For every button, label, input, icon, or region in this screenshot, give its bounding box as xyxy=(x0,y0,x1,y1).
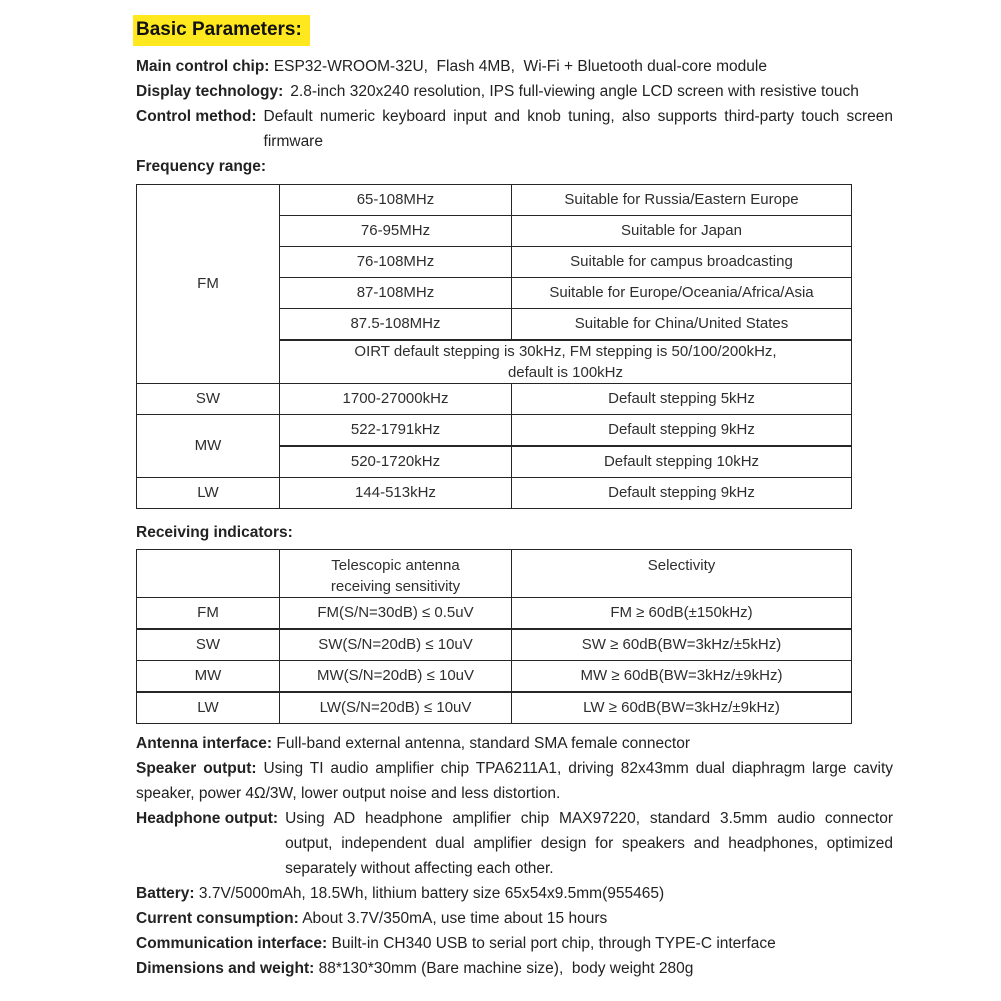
fm-stepping-note: OIRT default stepping is 30kHz, FM stepping is 50/100/200kHz, default is 100kHz xyxy=(280,340,852,384)
spec-dimensions-weight xyxy=(136,956,893,981)
spec-value: Default numeric keyboard input and knob tuning, also supports third-party touch screen firmware xyxy=(263,108,893,150)
spec-communication-interface xyxy=(136,931,893,956)
band-cell: MW xyxy=(137,661,280,693)
spec-antenna-interface xyxy=(136,731,893,756)
desc-cell: Suitable for campus broadcasting xyxy=(512,247,852,278)
range-cell: 76-95MHz xyxy=(280,216,512,247)
spec-value: 3.7V/5000mAh, 18.5Wh, lithium battery size 65x54x9.5mm(955465) xyxy=(198,885,665,902)
spec-control-method xyxy=(136,104,893,154)
spec-battery xyxy=(136,881,893,906)
spec-label: Battery: xyxy=(136,885,195,902)
desc-cell: Default stepping 9kHz xyxy=(512,415,852,447)
spec-value: Using TI audio amplifier chip TPA6211A1, driving 82x43mm dual diaphragm large cavity speaker, power 4Ω/3W, lower output noise and less distortion. xyxy=(136,760,894,802)
table-header-row xyxy=(137,550,852,598)
table-row xyxy=(137,692,852,724)
table-row xyxy=(137,598,852,630)
spec-label: Dimensions and weight: xyxy=(136,960,315,977)
band-cell: FM xyxy=(137,598,280,630)
receiving-indicators-heading: Receiving indicators: xyxy=(136,524,293,541)
spec-value: 88*130*30mm (Bare machine size), body weight 280g xyxy=(318,960,694,977)
sensitivity-cell: LW(S/N=20dB) ≤ 10uV xyxy=(280,692,512,724)
spec-value: About 3.7V/350mA, use time about 15 hours xyxy=(302,910,608,927)
range-cell: 87.5-108MHz xyxy=(280,309,512,341)
desc-cell: Default stepping 5kHz xyxy=(512,384,852,415)
band-cell-lw: LW xyxy=(137,478,280,509)
spec-value: 2.8-inch 320x240 resolution, IPS full-viewing angle LCD screen with resistive touch xyxy=(290,83,859,100)
range-cell: 87-108MHz xyxy=(280,278,512,309)
desc-cell: Suitable for Japan xyxy=(512,216,852,247)
selectivity-cell: LW ≥ 60dB(BW=3kHz/±9kHz) xyxy=(512,692,852,724)
selectivity-cell: FM ≥ 60dB(±150kHz) xyxy=(512,598,852,630)
band-cell-fm: FM xyxy=(137,185,280,384)
desc-cell: Suitable for Russia/Eastern Europe xyxy=(512,185,852,216)
spec-label: Current consumption: xyxy=(136,910,299,927)
spec-label: Communication interface: xyxy=(136,935,328,952)
table-row xyxy=(137,384,852,415)
range-cell: 522-1791kHz xyxy=(280,415,512,447)
desc-cell: Suitable for China/United States xyxy=(512,309,852,341)
range-cell: 520-1720kHz xyxy=(280,446,512,478)
spec-value: Using AD headphone amplifier chip MAX97220, standard 3.5mm audio connector output, independent dual amplifier design for speakers and headphones, optimized separately without affecting each other. xyxy=(285,810,893,877)
frequency-range-heading: Frequency range: xyxy=(136,158,267,175)
range-cell: 76-108MHz xyxy=(280,247,512,278)
spec-speaker-output xyxy=(136,756,893,806)
header-sensitivity-cell: Telescopic antenna receiving sensitivity xyxy=(280,550,512,598)
band-cell-sw: SW xyxy=(137,384,280,415)
spec-label: Headphone output: xyxy=(136,810,279,827)
range-cell: 144-513kHz xyxy=(280,478,512,509)
desc-cell: Default stepping 10kHz xyxy=(512,446,852,478)
spec-label: Speaker output: xyxy=(136,760,257,777)
spec-label: Antenna interface: xyxy=(136,735,273,752)
table-row xyxy=(137,185,852,216)
selectivity-cell: MW ≥ 60dB(BW=3kHz/±9kHz) xyxy=(512,661,852,693)
receiving-table xyxy=(136,549,852,724)
sensitivity-cell: MW(S/N=20dB) ≤ 10uV xyxy=(280,661,512,693)
spec-label: Main control chip: xyxy=(136,58,270,75)
table-row xyxy=(137,629,852,661)
desc-cell: Suitable for Europe/Oceania/Africa/Asia xyxy=(512,278,852,309)
table-row xyxy=(137,415,852,447)
spec-value: Built-in CH340 USB to serial port chip, through TYPE-C interface xyxy=(331,935,776,952)
frequency-table xyxy=(136,184,852,509)
spec-headphone-output xyxy=(136,806,893,881)
header-empty-cell xyxy=(137,550,280,598)
spec-current-consumption xyxy=(136,906,893,931)
table-row xyxy=(137,661,852,693)
sensitivity-cell: SW(S/N=20dB) ≤ 10uV xyxy=(280,629,512,661)
range-cell: 65-108MHz xyxy=(280,185,512,216)
title-row xyxy=(136,15,893,54)
spec-value: ESP32-WROOM-32U, Flash 4MB, Wi-Fi + Bluetooth dual-core module xyxy=(273,58,767,75)
sensitivity-cell: FM(S/N=30dB) ≤ 0.5uV xyxy=(280,598,512,630)
table-row xyxy=(137,478,852,509)
range-cell: 1700-27000kHz xyxy=(280,384,512,415)
band-cell-mw: MW xyxy=(137,415,280,478)
spec-main-control-chip xyxy=(136,54,893,79)
band-cell: LW xyxy=(137,692,280,724)
band-cell: SW xyxy=(137,629,280,661)
spec-label: Control method: xyxy=(136,108,257,125)
selectivity-cell: SW ≥ 60dB(BW=3kHz/±5kHz) xyxy=(512,629,852,661)
header-selectivity-cell: Selectivity xyxy=(512,550,852,598)
spec-value: Full-band external antenna, standard SMA female connector xyxy=(276,735,690,752)
spec-label: Display technology: xyxy=(136,83,284,100)
desc-cell: Default stepping 9kHz xyxy=(512,478,852,509)
page-title: Basic Parameters: xyxy=(133,15,310,46)
bottom-specs xyxy=(136,731,893,981)
spec-display-technology xyxy=(136,79,893,104)
